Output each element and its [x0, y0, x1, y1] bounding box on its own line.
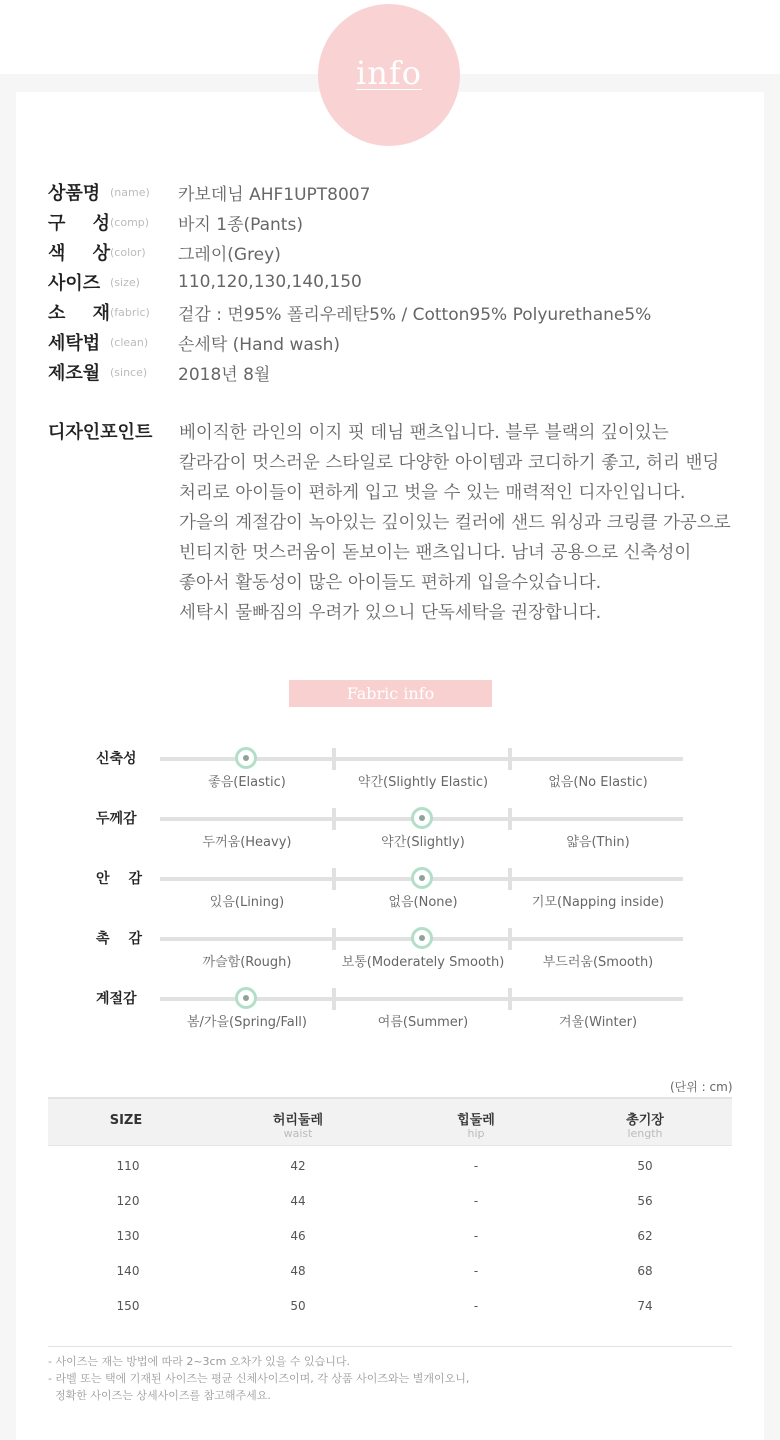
design-line: 가을의 계절감이 녹아있는 깊이있는 컬러에 샌드 워싱과 크링클 가공으로: [179, 513, 731, 533]
info-row-fabric: [48, 297, 651, 327]
fabric-option-label: 까슬함(Rough): [202, 955, 292, 970]
fabric-option-label: 두꺼움(Heavy): [202, 835, 292, 850]
unit-note: (단위 : cm): [670, 1080, 733, 1094]
cell: -: [473, 1229, 479, 1243]
info-row-comp: [48, 207, 303, 237]
design-point-label: 디자인포인트: [48, 422, 153, 443]
fabric-option-label: 얇음(Thin): [566, 835, 630, 850]
fabric-row-label: 신축성: [96, 751, 137, 767]
cell: -: [473, 1159, 479, 1173]
info-value: 2018년 8월: [178, 364, 271, 385]
design-line: 좋아서 활동성이 많은 아이들도 편하게 입을수있습니다.: [179, 573, 602, 593]
note-line: - 라벨 또는 택에 기재된 사이즈는 평균 신체사이즈이며, 각 상품 사이즈와는 별개이오니,: [48, 1372, 470, 1385]
header-sub: length: [627, 1127, 663, 1140]
fabric-option-label: 약간(Slightly Elastic): [357, 775, 489, 790]
fabric-option-label: 보통(Moderately Smooth): [341, 955, 505, 970]
fabric-row: [0, 751, 780, 797]
fabric-scale-tick: [508, 748, 512, 770]
fabric-option-label: 여름(Summer): [377, 1015, 469, 1030]
header-hip: [436, 1109, 516, 1140]
fabric-row-label: 두께감: [96, 811, 137, 827]
fabric-scale-tick: [332, 988, 336, 1010]
info-value: 카보데님 AHF1UPT8007: [178, 184, 371, 205]
fabric-row: [0, 931, 780, 977]
design-point-text: [179, 418, 769, 628]
fabric-row-label: 계절감: [96, 991, 137, 1007]
cell: 68: [637, 1264, 653, 1278]
info-label: 제조월: [48, 363, 101, 384]
cell: 50: [290, 1299, 306, 1313]
label-char: 안: [96, 871, 110, 887]
info-value: 110,120,130,140,150: [178, 272, 362, 292]
info-row-name: [48, 177, 370, 207]
fabric-option-label: 없음(None): [388, 895, 458, 910]
fabric-scale-track: [160, 757, 683, 761]
design-line: 빈티지한 멋스러움이 돋보이는 팬츠입니다. 남녀 공용으로 신축성이: [179, 543, 692, 563]
header-sub: hip: [467, 1127, 485, 1140]
cell: 42: [290, 1159, 306, 1173]
info-row-color: [48, 237, 281, 267]
fabric-selected-marker: [235, 987, 257, 1009]
cell: 120: [116, 1194, 140, 1208]
fabric-option-label: 없음(No Elastic): [548, 775, 648, 790]
cell: 50: [637, 1159, 653, 1173]
fabric-scale-tick: [508, 808, 512, 830]
info-badge: [318, 4, 460, 146]
fabric-selected-marker: [411, 927, 433, 949]
fabric-selected-marker: [411, 807, 433, 829]
info-label: 세탁법: [48, 333, 101, 354]
info-value: 겉감 : 면95% 폴리우레탄5% / Cotton95% Polyurethane5%: [178, 304, 652, 325]
info-label: 상품명: [48, 183, 101, 204]
fabric-row-label: [96, 868, 142, 888]
label-char: 재: [92, 303, 110, 324]
info-row-size: [48, 267, 362, 297]
size-table: [48, 1097, 732, 1323]
design-line: 세탁시 물빠짐의 우려가 있으니 단독세탁을 권장합니다.: [179, 603, 602, 623]
label-char: 감: [128, 931, 142, 947]
label-char: 감: [128, 871, 142, 887]
table-row: [48, 1218, 732, 1253]
fabric-scale-tick: [332, 868, 336, 890]
table-row: [48, 1288, 732, 1323]
fabric-option-label: 부드러움(Smooth): [542, 955, 654, 970]
info-label: [48, 209, 110, 235]
fabric-scale-tick: [508, 928, 512, 950]
fabric-selected-marker: [411, 867, 433, 889]
header-label: 힙둘레: [457, 1113, 495, 1128]
info-sub: (color): [110, 245, 146, 259]
fabric-option-label: 좋음(Elastic): [208, 775, 286, 790]
note-line: - 사이즈는 재는 방법에 따라 2~3cm 오차가 있을 수 있습니다.: [48, 1355, 351, 1368]
cell: -: [473, 1264, 479, 1278]
cell: 48: [290, 1264, 306, 1278]
info-row-since: [48, 357, 270, 387]
fabric-scale-track: [160, 997, 683, 1001]
fabric-row: [0, 871, 780, 917]
header-waist: [258, 1109, 338, 1140]
table-row: [48, 1253, 732, 1288]
design-line: 칼라감이 멋스러운 스타일로 다양한 아이템과 코디하기 좋고, 허리 밴딩: [179, 453, 720, 473]
cell: 74: [637, 1299, 653, 1313]
header-label: 총기장: [626, 1113, 664, 1128]
fabric-scale-tick: [332, 748, 336, 770]
label-char: 촉: [96, 931, 110, 947]
fabric-option-label: 기모(Napping inside): [531, 895, 665, 910]
fabric-scale-track: [160, 877, 683, 881]
fabric-scale-track: [160, 937, 683, 941]
cell: 56: [637, 1194, 653, 1208]
cell: 150: [116, 1299, 140, 1313]
header-size: SIZE: [109, 1113, 143, 1128]
fabric-scale-tick: [332, 808, 336, 830]
info-value: 바지 1종(Pants): [178, 214, 303, 235]
fabric-row: [0, 811, 780, 857]
fabric-option-label: 있음(Lining): [209, 895, 285, 910]
fabric-option-label: 겨울(Winter): [558, 1015, 638, 1030]
header-length: [605, 1109, 685, 1140]
info-badge-text: info: [356, 54, 422, 92]
design-line: 처리로 아이들이 편하게 입고 벗을 수 있는 매력적인 디자인입니다.: [179, 483, 686, 503]
fabric-scale-tick: [508, 868, 512, 890]
cell: 46: [290, 1229, 306, 1243]
info-sub: (since): [110, 365, 148, 379]
design-line: 베이직한 라인의 이지 핏 데님 팬츠입니다. 블루 블랙의 깊이있는: [179, 423, 669, 443]
fabric-scale-track: [160, 817, 683, 821]
cell: -: [473, 1299, 479, 1313]
fabric-info-title: Fabric info: [289, 680, 492, 707]
label-char: 성: [92, 213, 110, 234]
fabric-selected-marker: [235, 747, 257, 769]
fabric-row-label: [96, 928, 142, 948]
cell: 130: [116, 1229, 140, 1243]
cell: 44: [290, 1194, 306, 1208]
cell: 140: [116, 1264, 140, 1278]
cell: -: [473, 1194, 479, 1208]
label-char: 구: [48, 213, 66, 234]
fabric-option-label: 봄/가을(Spring/Fall): [186, 1015, 307, 1030]
info-label: [48, 239, 110, 265]
header-label: 허리둘레: [272, 1113, 324, 1128]
size-notes: [48, 1346, 732, 1404]
fabric-scale-tick: [332, 928, 336, 950]
fabric-scale-tick: [508, 988, 512, 1010]
info-value: 그레이(Grey): [178, 244, 281, 265]
label-char: 소: [48, 303, 66, 324]
table-row: [48, 1183, 732, 1218]
table-header: [48, 1097, 732, 1146]
label-char: 상: [92, 243, 110, 264]
info-value: 손세탁 (Hand wash): [178, 334, 341, 355]
info-sub: (size): [110, 275, 140, 289]
note-line: 정확한 사이즈는 상세사이즈를 참고해주세요.: [48, 1389, 271, 1402]
info-sub: (clean): [110, 335, 149, 349]
fabric-option-label: 약간(Slightly): [381, 835, 465, 850]
info-label: [48, 299, 110, 325]
info-row-clean: [48, 327, 340, 357]
label-char: 색: [48, 243, 66, 264]
header-sub: waist: [283, 1127, 313, 1140]
info-sub: (name): [110, 185, 150, 199]
table-row: [48, 1148, 732, 1183]
info-sub: (comp): [110, 215, 150, 229]
cell: 62: [637, 1229, 653, 1243]
info-sub: (fabric): [110, 305, 150, 319]
info-label: 사이즈: [48, 273, 101, 294]
cell: 110: [116, 1159, 140, 1173]
fabric-row: [0, 991, 780, 1037]
